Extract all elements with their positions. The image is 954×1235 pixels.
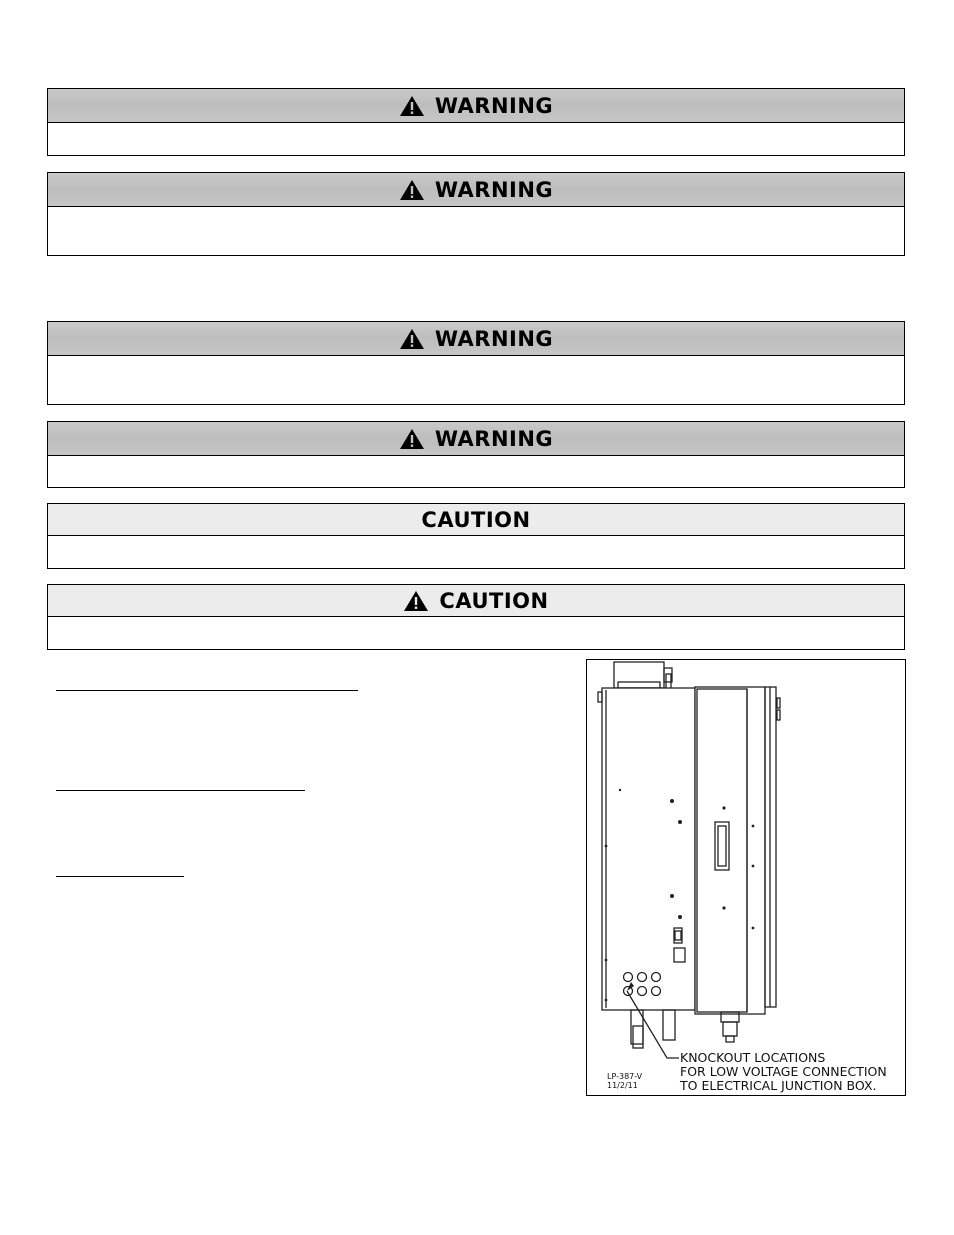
- caution-header: [48, 504, 904, 536]
- section-heading-underline-2: [56, 790, 305, 791]
- callout-line-1: KNOCKOUT LOCATIONS: [680, 1050, 826, 1065]
- knockout-locations-figure: [586, 659, 906, 1096]
- warning-header: [48, 173, 904, 207]
- warning-header: [48, 89, 904, 123]
- warning-triangle-icon: [399, 428, 425, 450]
- warning-header: [48, 422, 904, 456]
- caution-box-2: [47, 584, 905, 650]
- callout-line-3: TO ELECTRICAL JUNCTION BOX.: [680, 1078, 877, 1093]
- drawing-id: LP-387-V: [607, 1072, 643, 1081]
- caution-box-1: [47, 503, 905, 569]
- warning-box-2: [47, 172, 905, 256]
- warning-label: WARNING: [434, 177, 554, 202]
- warning-box-3: [47, 321, 905, 405]
- water-heater-side-view-drawing: [587, 660, 905, 1095]
- warning-triangle-icon: [399, 95, 425, 117]
- warning-header: [48, 322, 904, 356]
- section-heading-underline-3: [56, 876, 184, 877]
- warning-triangle-icon: [399, 179, 425, 201]
- warning-triangle-icon: [399, 328, 425, 350]
- warning-label: WARNING: [434, 326, 554, 351]
- warning-label: WARNING: [434, 93, 554, 118]
- warning-label: WARNING: [434, 426, 554, 451]
- warning-box-1: [47, 88, 905, 156]
- warning-box-4: [47, 421, 905, 488]
- drawing-date: 11/2/11: [607, 1081, 638, 1090]
- section-heading-underline-1: [56, 690, 358, 691]
- callout-line-2: FOR LOW VOLTAGE CONNECTION: [680, 1064, 887, 1079]
- caution-header: [48, 585, 904, 617]
- caution-label: CAUTION: [421, 507, 531, 532]
- caution-label: CAUTION: [439, 588, 549, 613]
- warning-triangle-icon: [403, 590, 429, 612]
